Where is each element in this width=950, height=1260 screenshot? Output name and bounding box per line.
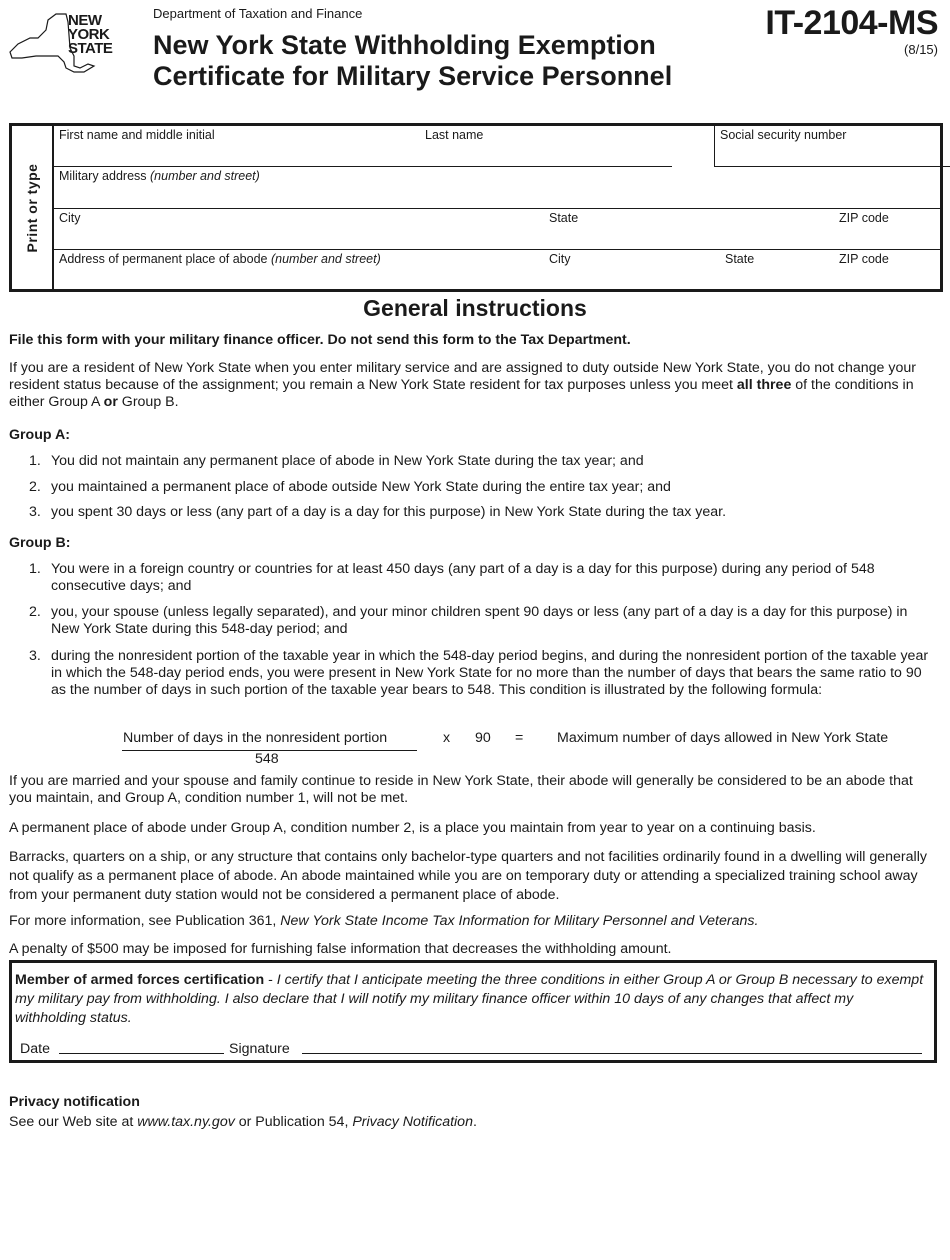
logo-text-state: STATE — [68, 40, 113, 57]
file-note: File this form with your military finance officer. Do not send this form to the Tax Department. — [9, 332, 631, 348]
permanent-city-field[interactable]: City — [549, 252, 571, 266]
permanent-zip-field[interactable]: ZIP code — [839, 252, 889, 266]
name-row — [54, 126, 940, 166]
penalty-note: A penalty of $500 may be imposed for furnishing false information that decreases the withholding amount. — [9, 941, 672, 957]
logo-text-new: NEW — [68, 12, 102, 29]
first-name-field[interactable]: First name and middle initial — [59, 128, 215, 142]
form-number: IT-2104-MS — [765, 4, 938, 42]
ssn-field[interactable]: Social security number — [714, 126, 950, 167]
signature-input-line[interactable] — [302, 1053, 922, 1054]
form-revision: (8/15) — [904, 42, 938, 57]
resident-paragraph: If you are a resident of New York State when you enter military service and are assigned to duty outside New York State, you do not change your resident status because of the assignment; you remain a New York State resident for tax purposes unless you meet all three of the conditions in either Group A or Group B. — [9, 360, 916, 410]
logo-text-york: YORK — [68, 26, 110, 43]
signature-label: Signature — [229, 1041, 290, 1057]
permanent-state-field[interactable]: State — [725, 252, 755, 266]
city-state-zip-row — [54, 209, 940, 250]
group-a-item-2: 2. you maintained a permanent place of abode outside New York State during the entire tax year; and — [29, 479, 671, 495]
section-heading-instructions: General instructions — [363, 295, 587, 321]
group-b-item-3: 3. during the nonresident portion of the taxable year in which the 548-day period begins, and during the nonresident portion of the taxable year in which the 548-day period ends, you were present in New York State for no more than the number of days that bears the same ratio to 90 as the number of days in such portion of the taxable year bears to 548. This condition is illustrated by the following formula: — [29, 648, 929, 698]
city-field[interactable]: City — [59, 211, 81, 225]
privacy-text: See our Web site at www.tax.ny.gov or Publication 54, Privacy Notification. — [9, 1114, 477, 1130]
page-title — [153, 30, 753, 92]
certification-text: Member of armed forces certification - I certify that I anticipate meeting the three conditions in either Group A or Group B necessary to exempt my military pay from withholding. I also declare that I will notify my military finance officer within 10 days of any changes that affect my withholding status. — [15, 972, 924, 1026]
group-b-item-1: 1. You were in a foreign country or countries for at least 450 days (any part of a day is a day for this purpose) during any period of 548 consecutive days; and — [29, 561, 875, 594]
privacy-heading: Privacy notification — [9, 1094, 140, 1110]
group-a-item-1: 1. You did not maintain any permanent place of abode in New York State during the tax year; and — [29, 453, 644, 469]
group-b-item-2: 2. you, your spouse (unless legally separated), and your minor children spent 90 days or less (any part of a day is a day for this purpose) in New York State during this 548-day period; and — [29, 604, 908, 637]
zip-field[interactable]: ZIP code — [839, 211, 889, 225]
group-b-label: Group B: — [9, 535, 71, 551]
barracks-note: Barracks, quarters on a ship, or any structure that contains only bachelor-type quarters and not facilities ordinarily found in a dwelling will generally not qualify as a permanent place of abode. An abode maintained while you are on temporary duty or attending a specialized training school away from your permanent duty station would not be considered a permanent place of abode. — [9, 849, 927, 903]
formula-result: Maximum number of days allowed in New York State — [557, 730, 889, 746]
permanent-address-row — [54, 250, 940, 289]
title-line-1: New York State Withholding Exemption — [153, 30, 656, 60]
permanent-address-field[interactable]: Address of permanent place of abode (number and street) — [59, 252, 381, 266]
group-a-label: Group A: — [9, 427, 70, 443]
privacy-url-link[interactable]: www.tax.ny.gov — [137, 1114, 235, 1130]
state-field[interactable]: State — [549, 211, 579, 225]
group-a-item-3: 3. you spent 30 days or less (any part of a day is a day for this purpose) in New York State during the tax year. — [29, 504, 727, 520]
last-name-field[interactable]: Last name — [425, 128, 484, 142]
formula-numerator: Number of days in the nonresident portion — [123, 730, 388, 746]
certification-box — [9, 960, 937, 1063]
formula-denominator: 548 — [255, 751, 279, 767]
print-or-type-label: Print or type — [12, 126, 54, 289]
date-label: Date — [20, 1041, 50, 1057]
taxpayer-info-box — [9, 123, 943, 292]
department-name: Department of Taxation and Finance — [153, 6, 363, 21]
military-address-row[interactable] — [54, 167, 940, 209]
formula-times: x — [443, 730, 451, 746]
date-input-line[interactable] — [59, 1053, 224, 1054]
military-address-label: Military address — [59, 169, 147, 183]
married-note: If you are married and your spouse and family continue to reside in New York State, their abode will generally be considered to be an abode that you maintain, and Group A, condition number 1, will not be met. — [9, 773, 913, 806]
title-line-2: Certificate for Military Service Personnel — [153, 61, 673, 91]
formula-equals: = — [515, 730, 524, 746]
more-info-note: For more information, see Publication 361, New York State Income Tax Information for Military Personnel and Veterans. — [9, 913, 759, 929]
formula-factor: 90 — [475, 730, 491, 746]
permanent-abode-note: A permanent place of abode under Group A, condition number 2, is a place you maintain from year to year on a continuing basis. — [9, 820, 816, 836]
nys-logo — [8, 8, 118, 74]
military-address-hint: (number and street) — [150, 169, 260, 183]
